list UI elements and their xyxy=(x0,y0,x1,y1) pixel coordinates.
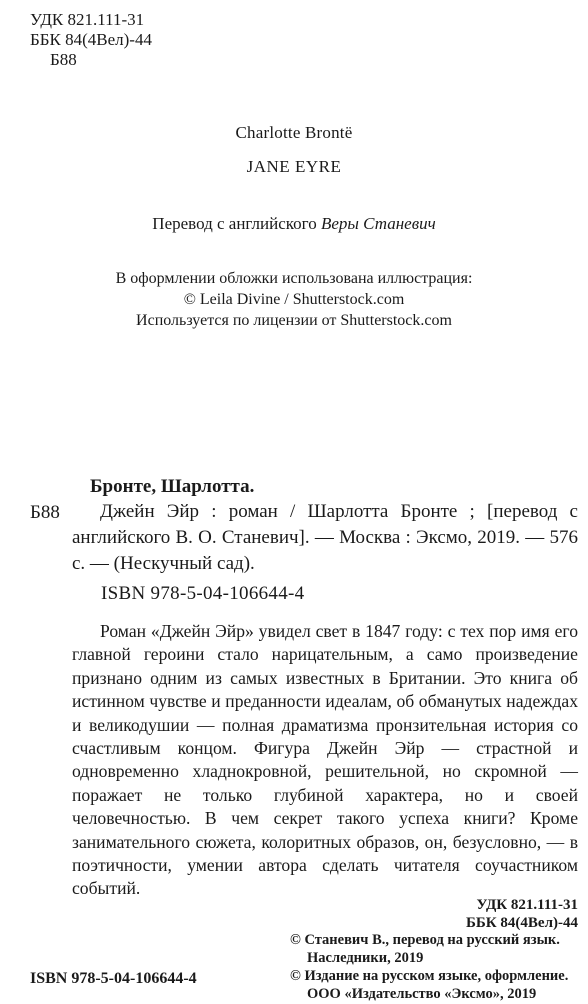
isbn-bottom: ISBN 978-5-04-106644-4 xyxy=(30,970,197,987)
translation-credit xyxy=(0,214,588,234)
original-author: Charlotte Brontë xyxy=(235,123,353,142)
udk-code-bottom: УДК 821.111-31 xyxy=(476,897,578,913)
isbn: ISBN 978-5-04-106644-4 xyxy=(101,583,305,604)
cover-note-line: В оформлении обложки использована иллюстрация: xyxy=(115,270,473,287)
bbk-code-bottom: ББК 84(4Вел)-44 xyxy=(465,915,578,931)
udk-code: УДК 821.111-31 xyxy=(30,10,145,29)
translator-name: Веры Станевич xyxy=(320,214,436,233)
copyright-line: © Станевич В., перевод на русский язык. xyxy=(290,932,560,948)
biblio-author-mark: Б88 xyxy=(30,502,60,523)
author-mark: Б88 xyxy=(50,50,77,69)
copyright-line: Наследники, 2019 xyxy=(307,950,424,966)
translation-prefix: Перевод с английского xyxy=(152,214,321,233)
cover-note-line: © Leila Divine / Shutterstock.com xyxy=(183,291,405,308)
copyright-line: ООО «Издательство «Эксмо», 2019 xyxy=(307,986,537,1002)
classification-block xyxy=(420,896,578,932)
biblio-author-heading: Бронте, Шарлотта. xyxy=(90,476,255,497)
original-title: JANE EYRE xyxy=(246,157,342,176)
book-annotation: Роман «Джейн Эйр» увидел свет в 1847 году: с тех пор имя его главной героини стало нарицательным, а само произведение признано одним из самых известных в Британии. Это книга об истинном чувстве и преданности идеалам, об обманутых надеждах и великодушии — полная драматизма пронзительная история со счастливым концом. Фигура Джейн Эйр — страстной и одновременно хладнокровной, решительной, но скромной — поражает не только глубиной характера, но и своей человечностью. В чем секрет такого успеха книги? Кроме занимательного сюжета, колоритных образов, он, безусловно, — в поэтичности, умении автора сделать читателя соучастником событий. xyxy=(72,621,578,899)
copyright-block xyxy=(290,931,580,1003)
cover-note-line: Используется по лицензии от Shutterstock.com xyxy=(136,312,452,329)
copyright-line: © Издание на русском языке, оформление. xyxy=(290,968,569,984)
cover-illustration-note xyxy=(0,268,588,331)
bbk-code: ББК 84(4Вел)-44 xyxy=(30,30,152,49)
biblio-description: Джейн Эйр : роман / Шарлотта Бронте ; [перевод с английского В. О. Станевич]. — Москва : Эксмо, 2019. — 576 с. — (Нескучный сад). xyxy=(72,501,578,574)
